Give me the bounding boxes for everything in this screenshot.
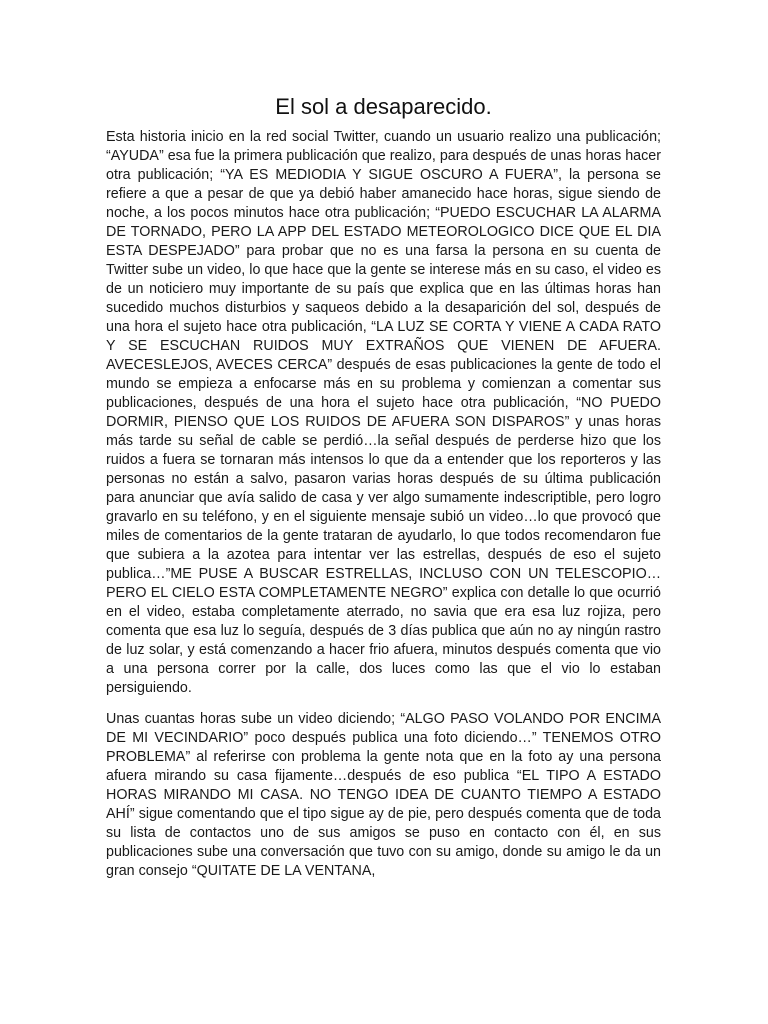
document-title: El sol a desaparecido.: [275, 94, 492, 119]
paragraph: Esta historia inicio en la red social Twitter, cuando un usuario realizo una publicación; “AYUDA” esa fue la primera publicación que realizo, para después de unas horas hacer otra publicación; “YA ES MEDIODIA Y SIGUE OSCURO A FUERA”, la persona se refiere a que a pesar de que ya debió haber amanecido hace horas, sigue siendo de noche, a los pocos minutos hace otra publicación; “PUEDO ESCUCHAR LA ALARMA DE TORNADO, PERO LA APP DEL ESTADO METEOROLOGICO DICE QUE EL DIA ESTA DESPEJADO” para probar que no es una farsa la persona en su cuenta de Twitter sube un video, lo que hace que la gente se interese más en su caso, el video es de un noticiero muy importante de su país que explica que en las últimas horas han sucedido muchos disturbios y saqueos debido a la desaparición del sol, después de una hora el sujeto hace otra publicación, “LA LUZ SE CORTA Y VIENE A CADA RATO Y SE ESCUCHAN RUIDOS MUY EXTRAÑOS QUE VIENEN DE AFUERA. AVECESLEJOS, AVECES CERCA” después de esas publicaciones la gente de todo el mundo se empieza a enfocarse más en su problema y comienzan a comentar sus publicaciones, después de una hora el sujeto hace otra publicación, “NO PUEDO DORMIR, PIENSO QUE LOS RUIDOS DE AFUERA SON DISPAROS” y unas horas más tarde su señal de cable se perdió…la señal después de perderse hizo que los ruidos a fuera se tornaran más intensos lo que da a entender que los reporteros y las personas no están a salvo, pasaron varias horas después de su última publicación para anunciar que avía salido de casa y ver algo sumamente indescriptible, pero logro gravarlo en su teléfono, y en el siguiente mensaje subió un video…lo que provocó que miles de comentarios de la gente trataran de ayudarlo, lo que todos recomendaron fue que subiera a la azotea para intentar ver las estrellas, después de eso el sujeto publica…”ME PUSE A BUSCAR ESTRELLAS, INCLUSO CON UN TELESCOPIO…PERO EL CIELO ESTA COMPLETAMENTE NEGRO” explica con detalle lo que ocurrió en el video, estaba completamente aterrado, no savia que era esa luz rojiza, pero comenta que esa luz lo seguía, después de 3 días publica que aún no ay ningún rastro de luz solar, y está comenzando a hacer frio afuera, minutos después comenta que vio a una persona correr por la calle, dos luces como las que el vio lo estaban persiguiendo.: [106, 129, 661, 696]
paragraph: Unas cuantas horas sube un video diciendo; “ALGO PASO VOLANDO POR ENCIMA DE MI VECINDARIO” poco después publica una foto diciendo…” TENEMOS OTRO PROBLEMA” al referirse con problema la gente nota que en la foto ay una persona afuera mirando su casa fijamente…después de eso publica “EL TIPO A ESTADO HORAS MIRANDO MI CASA. NO TENGO IDEA DE CUANTO TIEMPO A ESTADO AHÍ” sigue comentando que el tipo sigue ay de pie, pero después comenta que de toda su lista de contactos uno de sus amigos se puso en contacto con él, en sus publicaciones sube una conversación que tuvo con su amigo, donde su amigo le da un gran consejo “QUITATE DE LA VENTANA,: [106, 711, 661, 879]
document-page: [106, 92, 661, 881]
